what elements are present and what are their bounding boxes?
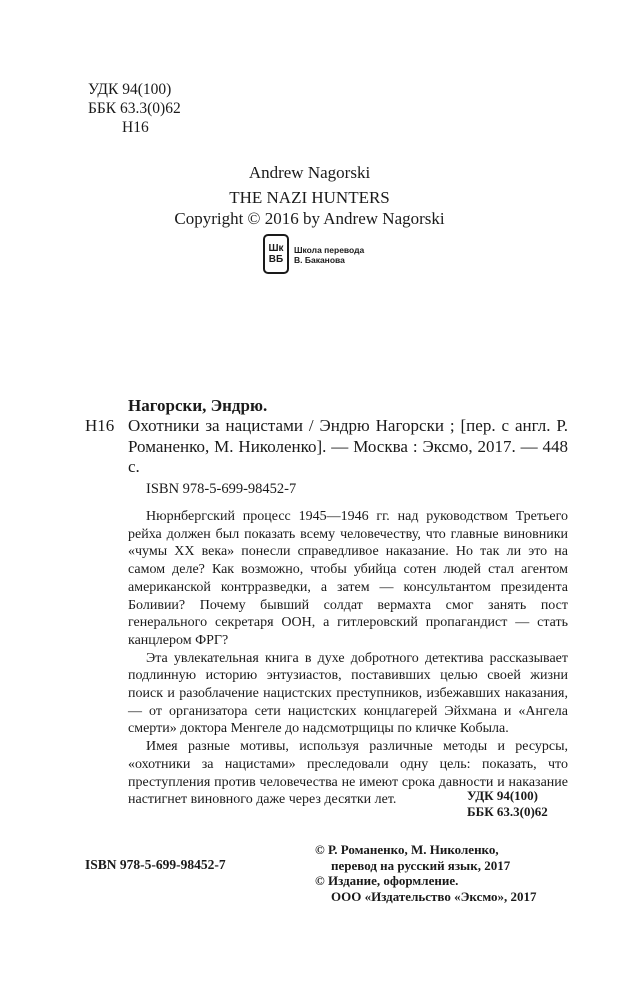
udk-code-bottom: УДК 94(100) (467, 788, 539, 803)
translation-school-logo (263, 234, 365, 276)
bibliographic-isbn: ISBN 978-5-699-98452-7 (146, 481, 297, 497)
logo-emblem-line1: Шк (268, 243, 284, 254)
annotation (128, 508, 568, 809)
annotation-paragraph-2: Эта увлекательная книга в духе добротного детектива рассказывает подлинную историю энтузиастов, поставивших целью своей жизни поиск и разоблачение нацистских преступников, избежавших наказания, — от организатора сети нацистских концлагерей Эйхмана и «Ангела смерти» доктора Менгеле до надсмотрщицы по кличке Кобыла. (128, 650, 568, 737)
annotation-paragraph-1: Нюрнбергский процесс 1945—1946 гг. над руководством Третьего рейха должен был показать всему человечеству, что главные виновники «чумы XX века» понесли справедливое наказание. Но так ли это на самом деле? Как возможно, чтобы убийца сотен людей стал агентом американской контрразведки, а затем — консультантом президента Боливии? Почему бывший солдат вермахта смог занять пост генерального секретаря ООН, а гитлеровский пропагандист — стать канцлером ФРГ? (128, 509, 568, 648)
logo-emblem-icon (263, 234, 289, 274)
original-author: Andrew Nagorski (248, 163, 371, 182)
classification-bottom (467, 788, 548, 820)
bbk-code: ББК 63.3(0)62 (88, 100, 181, 117)
logo-emblem-line2: ВБ (268, 254, 284, 265)
bibliographic-author-mark: Н16 (85, 416, 115, 435)
classification-top (88, 80, 181, 137)
author-mark: Н16 (122, 119, 149, 136)
publisher-copyright: ООО «Издательство «Эксмо», 2017 (331, 888, 537, 904)
logo-text-line2: В. Баканова (294, 255, 345, 265)
bbk-code-bottom: ББК 63.3(0)62 (467, 804, 548, 819)
copyright-notices (315, 842, 537, 904)
bibliographic-description: Охотники за нацистами / Эндрю Нагорски ; [пер. с англ. Р. Романенко, М. Николенко]. — Москва : Эксмо, 2017. — 448 с. (128, 416, 568, 476)
original-copyright: Copyright © 2016 by Andrew Nagorski (174, 209, 445, 228)
translation-copyright-cont: перевод на русский язык, 2017 (331, 857, 511, 873)
design-copyright: © Издание, оформление. (315, 873, 459, 888)
translation-copyright: © Р. Романенко, М. Николенко, (315, 842, 499, 857)
logo-text (294, 245, 364, 265)
logo-text-line1: Школа перевода (294, 245, 365, 255)
udk-code: УДК 94(100) (88, 81, 172, 98)
original-title: THE NAZI HUNTERS (229, 188, 390, 207)
isbn-bottom: ISBN 978-5-699-98452-7 (85, 857, 226, 872)
annotation-paragraph-3: Имея разные мотивы, используя различные методы и ресурсы, «охотники за нацистами» преследовали одну цель: показать, что преступления против человечества не имеют срока давности и наказание настигнет виновного даже через десятки лет. (128, 739, 568, 808)
bibliographic-author: Нагорски, Эндрю. (128, 396, 268, 415)
